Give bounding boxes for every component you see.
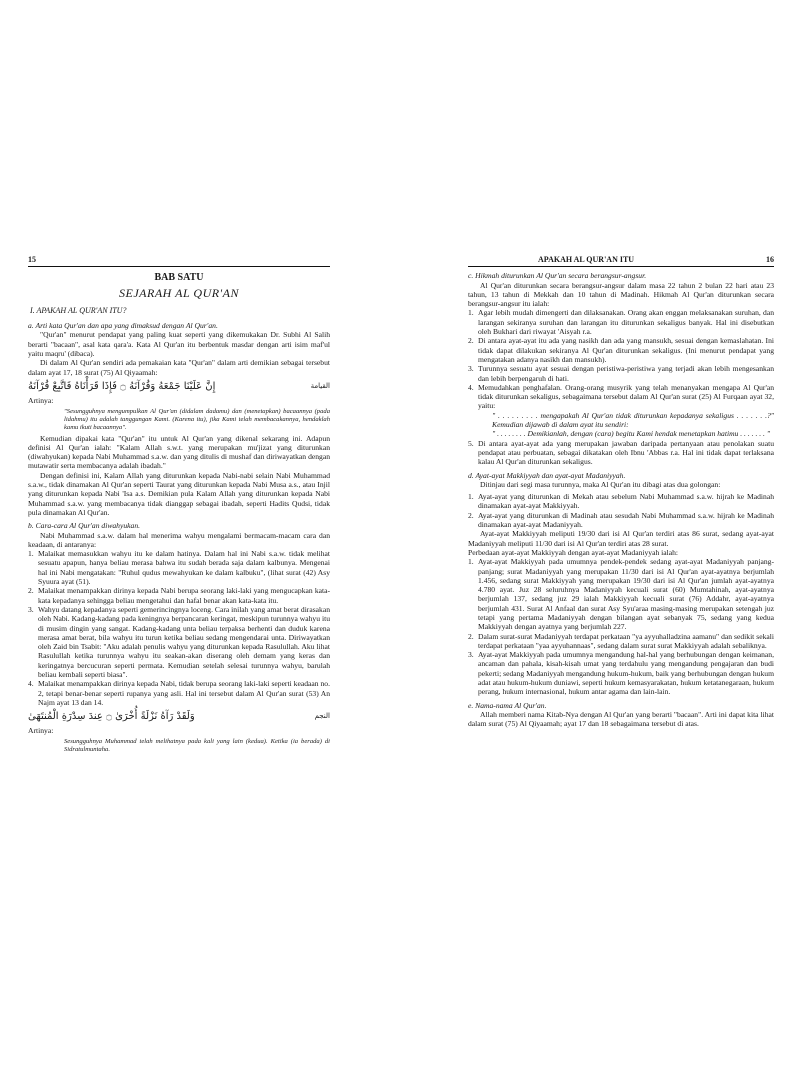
subsection-b-heading: b. Cara-cara Al Qur'an diwahyukan.	[28, 521, 141, 531]
paragraph: Dengan definisi ini, Kalam Allah yang diturunkan kepada Nabi-nabi selain Nabi Muhammad s.a.w., tidak dinamakan Al Qur'an seperti Taurat yang diturunkan kepada Nabi Musa a.s., atau Injil yang diturunkan kepada Nabi 'Isa a.s. Demikian pula Kalam Allah yang diturunkan kepada Nabi Muhammad s.a.w. yang membacanya tidak dianggap sebagai ibadah, seperti Hadits Qudsi, tidak pula dinamakan Al Qur'an.	[28, 470, 330, 517]
translation-label: Artinya:	[28, 396, 54, 406]
quoted-verse: " . . . . . . . . . mengapakah Al Qur'an tidak diturunkan kepadanya sekaligus . . . . . . .?" Kemudian dijawab di dalam ayat itu sendiri:	[492, 410, 774, 430]
header-rule	[28, 266, 330, 267]
list-item: 5. Di antara ayat-ayat ada yang merupakan jawaban daripada pertanyaan atau penolakan suatu pendapat atau perbuatan, sebagai dikatakan oleh Ibnu 'Abbas r.a. Hal ini tidak dapat terlaksana kalau Al Qur'an diturunkan sekaligus.	[468, 438, 774, 467]
list-item: 1. Ayat-ayat yang diturunkan di Mekah atau sebelum Nabi Muhammad s.a.w. hijrah ke Madinah dinamakan ayat-ayat Makkiyyah.	[468, 492, 774, 511]
subsection-e-heading: e. Nama-nama Al Qur'an.	[468, 700, 547, 710]
list-item: 1. Agar lebih mudah dimengerti dan dilaksanakan. Orang akan enggan melaksanakan suruhan, dan larangan sekiranya suruhan dan larangan itu diturunkan sekaligus banyak. Hal ini disebutkan oleh Bukhari dari riwayat 'Aisyah r.a.	[468, 308, 774, 337]
page-number-left: 15	[28, 255, 36, 264]
paragraph: Ditinjau dari segi masa turunnya, maka Al Qur'an itu dibagi atas dua golongan:	[480, 479, 721, 489]
chapter-heading: BAB SATU	[154, 272, 204, 284]
list-item: 3. Wahyu datang kepadanya seperti gemerincingnya loceng. Cara inilah yang amat berat dirasakan oleh Nabi. Kadang-kadang pada keningnya berpancaran keringat, meskipun turunnya wahyu itu di musim dingin yang sangat. Kadang-kadang unta beliau terpaksa berhenti dan duduk karena merasa amat berat, bila wahyu itu turun ketika beliau sedang mengendarai unta. Diriwayatkan oleh Zaid bin Tsabit: "Aku adalah penulis wahyu yang diturunkan kepada Rasulullah. Aku lihat Rasulullah ketika turunnya wahyu itu seakan-akan diserang oleh demam yang keras dan keringatnya bercucuran seperti permata. Kemudian setelah selesai turunnya wahyu, barulah beliau kembali seperti biasa".	[28, 604, 330, 679]
list-item: 2. Malaikat menampakkan dirinya kepada Nabi berupa seorang laki-laki yang mengucapkan kata-kata kepadanya sehingga beliau mengetahui dan hafal benar akan kata-kata itu.	[28, 586, 330, 605]
right-page	[468, 255, 774, 729]
paragraph: Al Qur'an diturunkan secara berangsur-angsur dalam masa 22 tahun 2 bulan 22 hari atau 23 tahun, 13 tahun di Mekkah dan 10 tahun di Madinah. Hikmah Al Qur'an diturunkan secara berangsur-angsur itu ialah:	[468, 280, 774, 309]
left-page	[28, 255, 330, 756]
list-item: 2. Di antara ayat-ayat itu ada yang nasikh dan ada yang mansukh, sesuai dengan kemaslahatan. Ini tidak dapat dilakukan sekiranya Al Qur'an diturunkan sekaligus. (Ini menurut pendapat yang mengatakan adanya nasikh dan mansukh).	[468, 336, 774, 364]
paragraph: Ayat-ayat Makkiyyah meliputi 19/30 dari isi Al Qur'an terdiri atas 86 surat, sedang ayat-ayat Madaniyyah meliputi 11/30 dari isi Al Qur'an terdiri atas 28 surat.	[468, 529, 774, 548]
list-item: 2. Dalam surat-surat Madaniyyah terdapat perkataan "ya ayyuhalladzina aamanu" dan sedikit sekali terdapat perkataan "yaa ayyuhannaas", sedang dalam surat surat Makkiyyah adalah sebaliknya.	[468, 631, 774, 650]
list-c	[468, 308, 774, 410]
page-number-right: 16	[766, 255, 774, 264]
arabic-verse	[28, 382, 330, 391]
left-page-header	[28, 255, 330, 266]
list-b	[28, 549, 330, 707]
paragraph: Nabi Muhammad s.a.w. dalam hal menerima wahyu mengalami bermacam-macam cara dan keadaan, di antaranya:	[28, 530, 330, 549]
translation-text: Sesungguhnya Muhammad telah melihatnya pada kali yang lain (kedua). Ketika (ia berada) di Sidratulmuntaha.	[64, 737, 330, 753]
arabic-verse	[28, 712, 330, 721]
surah-reference: القيامة	[310, 381, 330, 390]
arabic-text: إِنَّ عَلَيْنَا جَمْعَهُ وَقُرْآنَهُ ۝ فَإِذَا قَرَأْنَاهُ فَاتَّبِعْ قُرْآنَهُ	[28, 380, 216, 392]
translation-label: Artinya:	[28, 726, 54, 736]
right-page-header	[468, 255, 774, 266]
paragraph: Allah memberi nama Kitab-Nya dengan Al Qur'an yang berarti "bacaan". Arti ini dapat kita lihat dalam surat (75) Al Qiyaamah; ayat 17 dan 18 sebagaimana tersebut di atas.	[468, 709, 774, 729]
quoted-verse: " . . . . . . . . Demikianlah, dengan (cara) begitu Kami hendak menetapkan hatimu . . . . . . . "	[492, 429, 771, 439]
list-item: 4. Malaikat menampakkan dirinya kepada Nabi, tidak berupa seorang laki-laki seperti keadaan no. 2, tetapi benar-benar seperti rupanya yang asli. Hal ini tersebut dalam Al Qur'an surat (53) An Najm ayat 13 dan 14.	[28, 679, 330, 707]
header-rule	[468, 266, 774, 267]
chapter-title: SEJARAH AL QUR'AN	[119, 285, 239, 300]
list-perbedaan	[468, 557, 774, 696]
paragraph: "Qur'an" menurut pendapat yang paling kuat seperti yang dikemukakan Dr. Subhi Al Salih berarti "bacaan", asal kata qara'a. Kata Al Qur'an itu berbentuk masdar dengan arti isim maf'ul yaitu maqru' (dibaca).	[28, 330, 330, 359]
arabic-text: وَلَقَدْ رَآهُ نَزْلَةً أُخْرَىٰ ۝ عِندَ سِدْرَةِ الْمُنتَهَىٰ	[28, 711, 195, 723]
subsection-a-heading: a. Arti kata Qur'an dan apa yang dimaksud dengan Al Qur'an.	[28, 321, 218, 331]
list-item: 1. Malaikat memasukkan wahyu itu ke dalam hatinya. Dalam hal ini Nabi s.a.w. tidak melihat sesuatu apapun, hanya beliau merasa bahwa itu sudah berada saja dalam kalbunya. Mengenai hal ini Nabi mengatakan: "Ruhul qudus mewahyukan ke dalam kalbuku", (lihat surat (42) Asy Syuura ayat (51).	[28, 549, 330, 587]
list-item: 2. Ayat-ayat yang diturunkan di Madinah atau sesudah Nabi Muhammad s.a.w. hijrah ke Madinah dinamakan ayat-ayat Madaniyyah.	[468, 510, 774, 530]
translation-text: "Sesungguhnya mengumpulkan Al Qur'an (didalam dadamu) dan (menetapkan) bacaannya (pada lidahmu) itu adalah tanggungan Kami. (Karena itu), jika Kami telah membacakannya, hendaklah kamu ikuti bacaannya".	[64, 407, 330, 431]
section-heading: I. APAKAH AL QUR'AN ITU?	[30, 305, 127, 315]
paragraph: Perbedaan ayat-ayat Makkiyyah dengan ayat-ayat Madaniyyah ialah:	[468, 547, 679, 557]
paragraph: Kemudian dipakai kata "Qur'an" itu untuk Al Qur'an yang dikenal sekarang ini. Adapun definisi Al Qur'an ialah: "Kalam Allah s.w.t. yang merupakan mu'jizat yang diturunkan (diwahyukan) kepada Nabi Muhammad s.a.w. dan yang ditulis di mushaf dan diriwayatkan dengan mutawatir serta membacanya adalah ibadah."	[28, 433, 330, 471]
subsection-d-heading: d. Ayat-ayat Makkiyyah dan ayat-ayat Madaniyyah.	[468, 470, 626, 480]
list-item: 1. Ayat-ayat Makkiyyah pada umumnya pendek-pendek sedang ayat-ayat Madaniyyah panjang-panjang; surat Madaniyyah yang merupakan 11/30 dari isi Al Qur'an ayat-ayatnya berjumlah 1.456, sedang surat Makkiyyah yang merupakan 19/30 dari isi Al Qur'an jumlah ayat-ayatnya 4.780 ayat. Juz 28 seluruhnya Madaniyyah kecuali surat (60) Mumtahinah, ayat-ayatnya berjumlah 137, sedang juz 29 ialah Makkiyyah kecuali surat (76) Addahr, ayat-ayatnya berjumlah 431. Surat Al Anfaal dan surat Asy Syu'araa masing-masing merupakan setengah juz tetapi yang pertama Madaniyyah dengan bilangan ayat sebanyak 75, sedang yang kedua Makkiyyah dengan ayatnya yang berjumlah 227.	[468, 557, 774, 632]
list-item: 3. Ayat-ayat Makkiyyah pada umumnya mengandung hal-hal yang berhubungan dengan keimanan, ancaman dan pahala, kisah-kisah umat yang terdahulu yang mengandung pengajaran dan budi pekerti; sedang Madaniyyah mengandung hukum-hukum, baik yang berhubungan dengan hukum adat atau hukum-hukum duniawi, seperti hukum kemasyarakatan, hukum ketatanegaraan, hukum perang, hukum internasional, hukum antar agama dan lain-lain.	[468, 650, 774, 697]
list-item: 3. Turunnya sesuatu ayat sesuai dengan peristiwa-peristiwa yang terjadi akan lebih mengesankan dan lebih berpengaruh di hati.	[468, 364, 774, 383]
list-item: 4. Memudahkan penghafalan. Orang-orang musyrik yang telah menanyakan mengapa Al Qur'an tidak diturunkan sekaligus, sebagaimana tersebut dalam Al Qur'an surat (25) Al Furqaan ayat 32, yaitu:	[468, 382, 774, 411]
running-header: APAKAH AL QUR'AN ITU	[538, 255, 635, 264]
list-d	[468, 492, 774, 529]
paragraph: Di dalam Al Qur'an sendiri ada pemakaian kata "Qur'an" dalam arti demikian sebagai tersebut dalam ayat 17, 18 surat (75) Al Qiyaamah:	[28, 358, 330, 377]
subsection-c-heading: c. Hikmah diturunkan Al Qur'an secara berangsur-angsur.	[468, 271, 647, 281]
surah-reference: النجم	[314, 712, 330, 721]
